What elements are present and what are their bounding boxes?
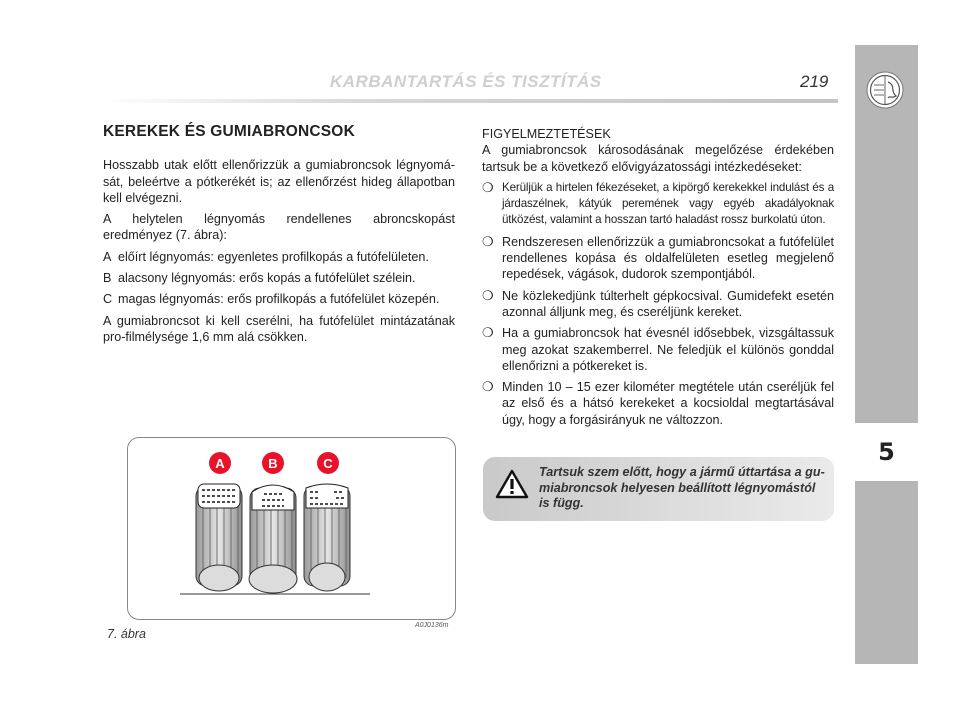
page-number: 219 <box>800 72 829 91</box>
bullet-text: Minden 10 – 15 ezer kilométer megtétele után cseréljük fel az első és a hátsó kerekeket a kocsioldal megtartásával úgy, hogy a forgásirányuk ne változzon. <box>502 380 834 427</box>
label-c: C <box>323 456 333 471</box>
label-b: B <box>268 456 278 471</box>
paragraph-pressure-check: Hosszabb utak előtt ellenőrizzük a gumiabroncsok légnyomá-sát, beleértve a pótkerékét is; az ellenőrzést hideg állapotban kell elvégezni. <box>103 158 455 205</box>
warning-text: Tartsuk szem előtt, hogy a jármű úttartása a gu-miabroncsok helyesen beállított légnyomástól is függ. <box>539 465 825 510</box>
list-item <box>482 234 834 283</box>
list-item <box>103 249 455 265</box>
bullet-text: Ha a gumiabroncsok hat évesnél idősebbek, vizsgáltassuk meg azokat szakemberrel. Ne feledjük el különös gonddal ellenőrizni a pótkereket is. <box>502 326 834 373</box>
bullet-text: Kerüljük a hirtelen fékezéseket, a kipörgő kerekekkel indulást és a járdaszélnek, kátyúk peremének vagy egyéb akadályoknak ütközést, valamint a hosszan tartó haladást rossz burkolatú úton. <box>502 180 834 227</box>
bullet-circle-icon: ❍ <box>482 233 494 249</box>
warnings-intro: A gumiabroncsok károsodásának megelőzése érdekében tartsuk be a következő elővigyázatossági intézkedéseket: <box>482 143 834 174</box>
bullet-text: Ne közlekedjünk túlterhelt gépkocsival. Gumidefekt esetén azonnal álljunk meg, és cseréljünk kereket. <box>502 288 834 319</box>
tire-wear-illustration <box>128 438 454 618</box>
bullet-circle-icon: ❍ <box>482 179 494 195</box>
tire-b-icon <box>249 485 297 593</box>
brand-logo-icon <box>866 71 904 109</box>
label-a: A <box>215 456 225 471</box>
tire-a-icon <box>196 484 242 591</box>
bullet-circle-icon: ❍ <box>482 325 494 341</box>
list-item <box>482 379 834 428</box>
chapter-side-band <box>855 45 918 664</box>
list-text: alacsony légnyomás: erős kopás a futófelület szélein. <box>118 271 416 286</box>
tire-c-icon <box>304 484 350 591</box>
left-column <box>103 124 455 350</box>
warning-box <box>483 457 834 521</box>
bullet-circle-icon: ❍ <box>482 287 494 303</box>
list-text: magas légnyomás: erős profilkopás a futófelület közepén. <box>118 292 440 307</box>
list-key: B <box>103 271 112 286</box>
list-item <box>482 180 834 229</box>
list-key: A <box>103 249 112 264</box>
figure-code: A0J0136m <box>415 622 449 629</box>
warnings-heading: FIGYELMEZTETÉSEK <box>482 127 611 141</box>
figure-caption: 7. ábra <box>107 627 146 641</box>
tire-wear-figure <box>127 437 456 620</box>
chapter-tab <box>855 423 918 481</box>
section-title: KEREKEK ÉS GUMIABRONCSOK <box>103 123 355 140</box>
paragraph-tread-depth: A gumiabroncsot ki kell cserélni, ha futófelület mintázatának pro-filmélysége 1,6 mm alá csökken. <box>103 313 455 344</box>
list-text: előírt légnyomás: egyenletes profilkopás a futófelületen. <box>118 249 429 264</box>
bullet-text: Rendszeresen ellenőrizzük a gumiabroncsokat a futófelület rendellenes kopása és oldalfelületen esetleg megjelenő repedések, vágások, dudorok szempontjából. <box>502 234 834 282</box>
running-header-title: KARBANTARTÁS ÉS TISZTÍTÁS <box>330 72 602 91</box>
list-item <box>482 325 834 374</box>
list-item <box>482 288 834 321</box>
header-rule <box>100 99 838 103</box>
list-item <box>103 270 455 286</box>
paragraph-wrong-pressure: A helytelen légnyomás rendellenes abroncskopást eredményez (7. ábra): <box>103 212 455 243</box>
list-key: C <box>103 292 113 307</box>
chapter-number: 5 <box>878 438 895 466</box>
list-item <box>103 291 455 307</box>
bullet-circle-icon: ❍ <box>482 379 494 395</box>
right-column <box>482 126 834 433</box>
warning-triangle-icon <box>495 469 529 499</box>
